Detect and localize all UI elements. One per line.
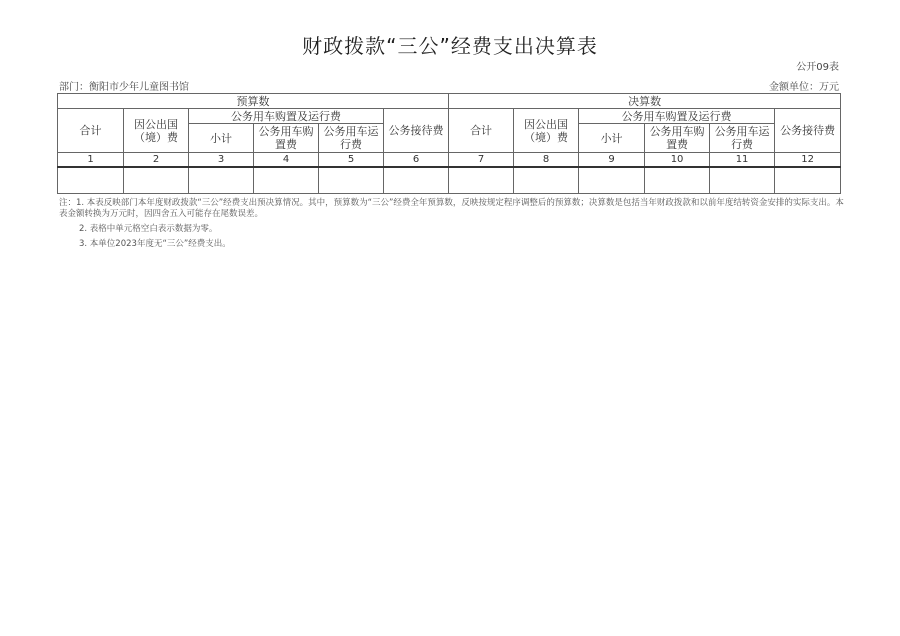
column-number: 5 bbox=[319, 153, 384, 168]
budget-purchase-header: 公务用车购置费 bbox=[254, 124, 319, 153]
data-cell bbox=[384, 167, 449, 194]
final-reception-header: 公务接待费 bbox=[775, 109, 841, 153]
budget-total-header: 合计 bbox=[58, 109, 124, 153]
final-group-header: 决算数 bbox=[449, 94, 841, 109]
column-number: 9 bbox=[579, 153, 645, 168]
note-1: 注：1. 本表反映部门本年度财政拨款“三公”经费支出预决算情况。其中，预算数为“三公”经费全年预算数，反映按规定程序调整后的预算数；决算数是包括当年财政拨款和以前年度结转资金安排的实际支出。本表金额转换为万元时，因四舍五入可能存在尾数误差。 bbox=[59, 198, 844, 219]
header-row-vehicle bbox=[58, 109, 841, 124]
data-cell bbox=[579, 167, 645, 194]
final-vehicle-group-header: 公务用车购置及运行费 bbox=[579, 109, 775, 124]
department-label: 部门：衡阳市少年儿童图书馆 bbox=[59, 82, 189, 93]
column-number: 11 bbox=[710, 153, 775, 168]
page-title: 财政拨款“三公”经费支出决算表 bbox=[302, 34, 598, 58]
column-number: 10 bbox=[645, 153, 710, 168]
budget-subtotal-header: 小计 bbox=[189, 124, 254, 153]
budget-abroad-header: 因公出国（境）费 bbox=[124, 109, 189, 153]
data-cell bbox=[319, 167, 384, 194]
budget-group-header: 预算数 bbox=[58, 94, 449, 109]
column-number-row bbox=[58, 153, 841, 168]
data-cell bbox=[710, 167, 775, 194]
final-purchase-header: 公务用车购置费 bbox=[645, 124, 710, 153]
data-cell bbox=[775, 167, 841, 194]
final-operate-header: 公务用车运行费 bbox=[710, 124, 775, 153]
data-cell bbox=[58, 167, 124, 194]
budget-vehicle-group-header: 公务用车购置及运行费 bbox=[189, 109, 384, 124]
column-number: 12 bbox=[775, 153, 841, 168]
data-cell bbox=[189, 167, 254, 194]
column-number: 7 bbox=[449, 153, 514, 168]
column-number: 8 bbox=[514, 153, 579, 168]
form-number: 公开09表 bbox=[796, 62, 839, 73]
notes-section bbox=[59, 198, 844, 254]
unit-label: 金额单位：万元 bbox=[769, 82, 839, 93]
final-total-header: 合计 bbox=[449, 109, 514, 153]
data-cell bbox=[124, 167, 189, 194]
final-subtotal-header: 小计 bbox=[579, 124, 645, 153]
column-number: 1 bbox=[58, 153, 124, 168]
budget-reception-header: 公务接待费 bbox=[384, 109, 449, 153]
budget-operate-header: 公务用车运行费 bbox=[319, 124, 384, 153]
header-row-groups bbox=[58, 94, 841, 109]
data-cell bbox=[449, 167, 514, 194]
final-abroad-header: 因公出国（境）费 bbox=[514, 109, 579, 153]
note-3: 3. 本单位2023年度无“三公”经费支出。 bbox=[79, 239, 231, 249]
data-cell bbox=[645, 167, 710, 194]
table-row bbox=[58, 167, 841, 194]
data-cell bbox=[514, 167, 579, 194]
note-2: 2. 表格中单元格空白表示数据为零。 bbox=[79, 224, 218, 234]
expenditure-table bbox=[57, 93, 841, 194]
column-number: 3 bbox=[189, 153, 254, 168]
data-cell bbox=[254, 167, 319, 194]
column-number: 6 bbox=[384, 153, 449, 168]
column-number: 4 bbox=[254, 153, 319, 168]
column-number: 2 bbox=[124, 153, 189, 168]
